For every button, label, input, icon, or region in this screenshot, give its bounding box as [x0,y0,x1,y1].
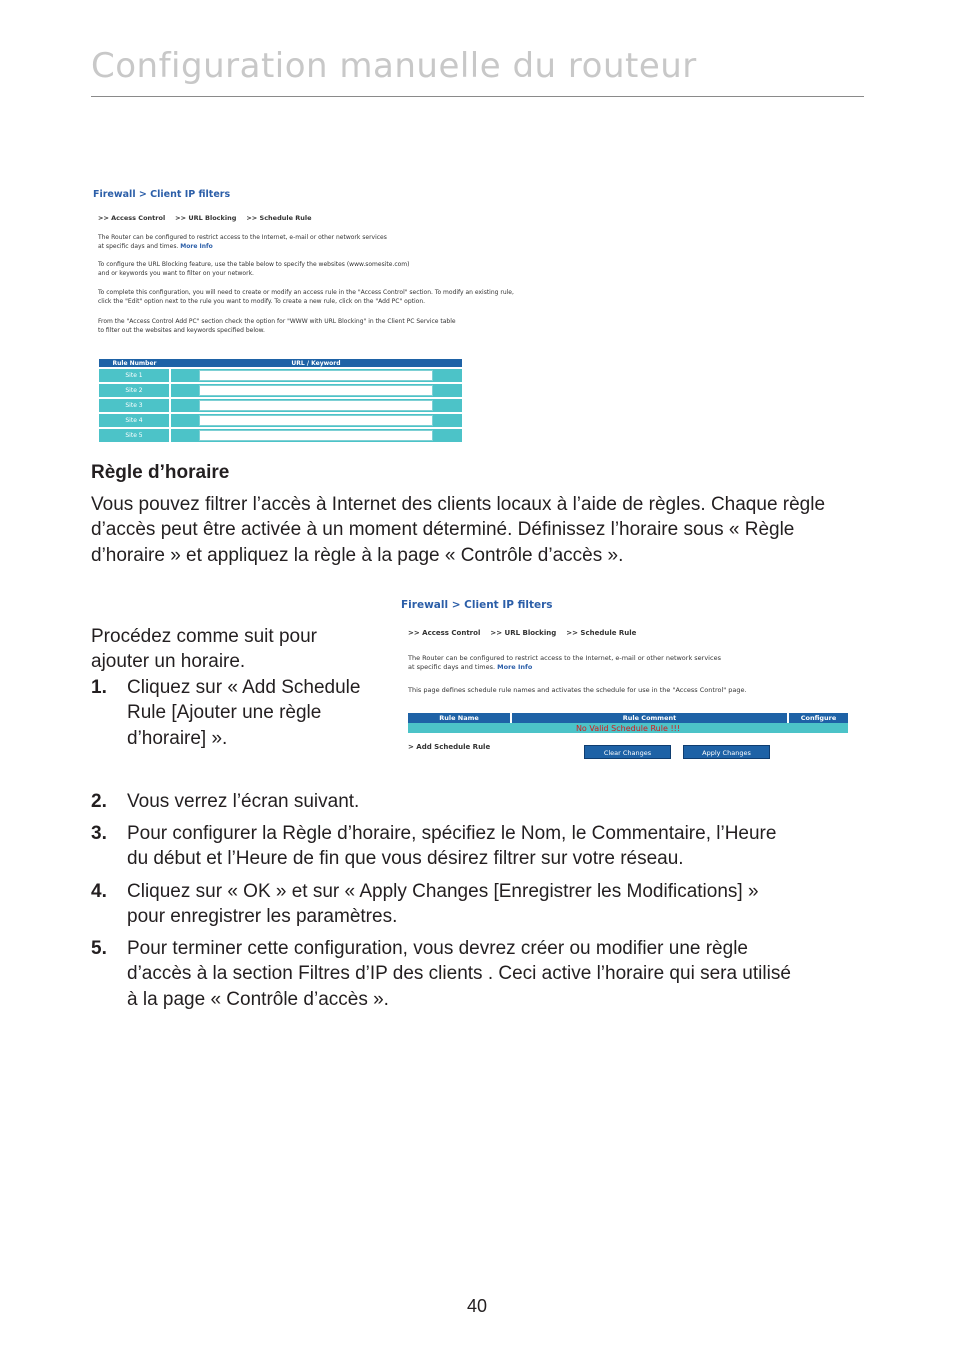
breadcrumb: Firewall > Client IP filters [93,189,231,200]
procedure-intro: Procédez comme suit pour ajouter un horaire. [91,626,317,673]
tab-schedule-rule[interactable]: >> Schedule Rule [246,214,312,222]
description-2: This page defines schedule rule names and activates the schedule for use in the "Access Control" page. [408,686,747,694]
schedule-rule-screenshot [401,599,856,771]
more-info-link[interactable]: More Info [180,242,213,250]
description-4: From the "Access Control Add PC" section check the option for "WWW with URL Blocking" in the Client PC Service table to filter out the websites and keywords specified below. [98,318,456,334]
table-row: Site 2 [99,383,462,398]
empty-message: No Valid Schedule Rule !!! [408,723,848,733]
column-url-keyword: URL / Keyword [170,359,462,368]
keyword-input[interactable] [199,385,433,396]
schedule-rule-table [408,713,848,733]
more-info-link[interactable]: More Info [497,662,533,671]
add-schedule-rule-link[interactable]: > Add Schedule Rule [408,743,491,751]
keyword-input[interactable] [199,400,433,411]
description-1: The Router can be configured to restrict access to the Internet, e-mail or other network services at specific days and times. More Info [98,234,387,250]
breadcrumb: Firewall > Client IP filters [401,599,553,611]
description-2: To configure the URL Blocking feature, use the table below to specify the websites (www.somesite.com) and or keywords you want to filter on your network. [98,261,410,277]
keyword-input[interactable] [199,430,433,441]
tab-bar [98,214,322,222]
apply-changes-button[interactable]: Apply Changes [683,745,770,759]
title-divider [91,96,864,97]
table-row: Site 4 [99,413,462,428]
description-3: To complete this configuration, you will need to create or modify an access rule in the "Access Control" section. To modify an existing rule, click the "Edit" option next to the rule you want to modify. To create a new rule, click on the "Add PC" option. [98,289,514,305]
page-title: Configuration manuelle du routeur [91,46,697,86]
table-row: Site 1 [99,368,462,383]
table-row: Site 3 [99,398,462,413]
page-number: 40 [466,1296,488,1316]
description-1: The Router can be configured to restrict access to the Internet, e-mail or other network services at specific days and times. More Info [408,654,721,671]
tab-access-control[interactable]: >> Access Control [408,629,481,637]
keyword-input[interactable] [199,415,433,426]
tab-url-blocking[interactable]: >> URL Blocking [490,629,557,637]
column-rule-number: Rule Number [99,359,170,368]
tab-schedule-rule[interactable]: >> Schedule Rule [566,629,637,637]
keyword-input[interactable] [199,370,433,381]
url-keyword-table [99,359,462,442]
section-intro: Vous pouvez filtrer l’accès à Internet des clients locaux à l’aide de règles. Chaque règle d’accès peut être activée à un moment déterminé. Définissez l’horaire sous « Règle d’horaire » et appliquez la règle à la page « Contrôle d’accès ». [91,494,826,566]
section-heading: Règle d’horaire [91,462,230,483]
column-rule-comment: Rule Comment [511,713,788,723]
tab-url-blocking[interactable]: >> URL Blocking [175,214,237,222]
tab-bar [408,629,646,637]
clear-changes-button[interactable]: Clear Changes [584,745,671,759]
column-configure: Configure [788,713,848,723]
table-row: Site 5 [99,428,462,442]
column-rule-name: Rule Name [408,713,511,723]
tab-access-control[interactable]: >> Access Control [98,214,166,222]
url-blocking-screenshot [91,189,571,444]
